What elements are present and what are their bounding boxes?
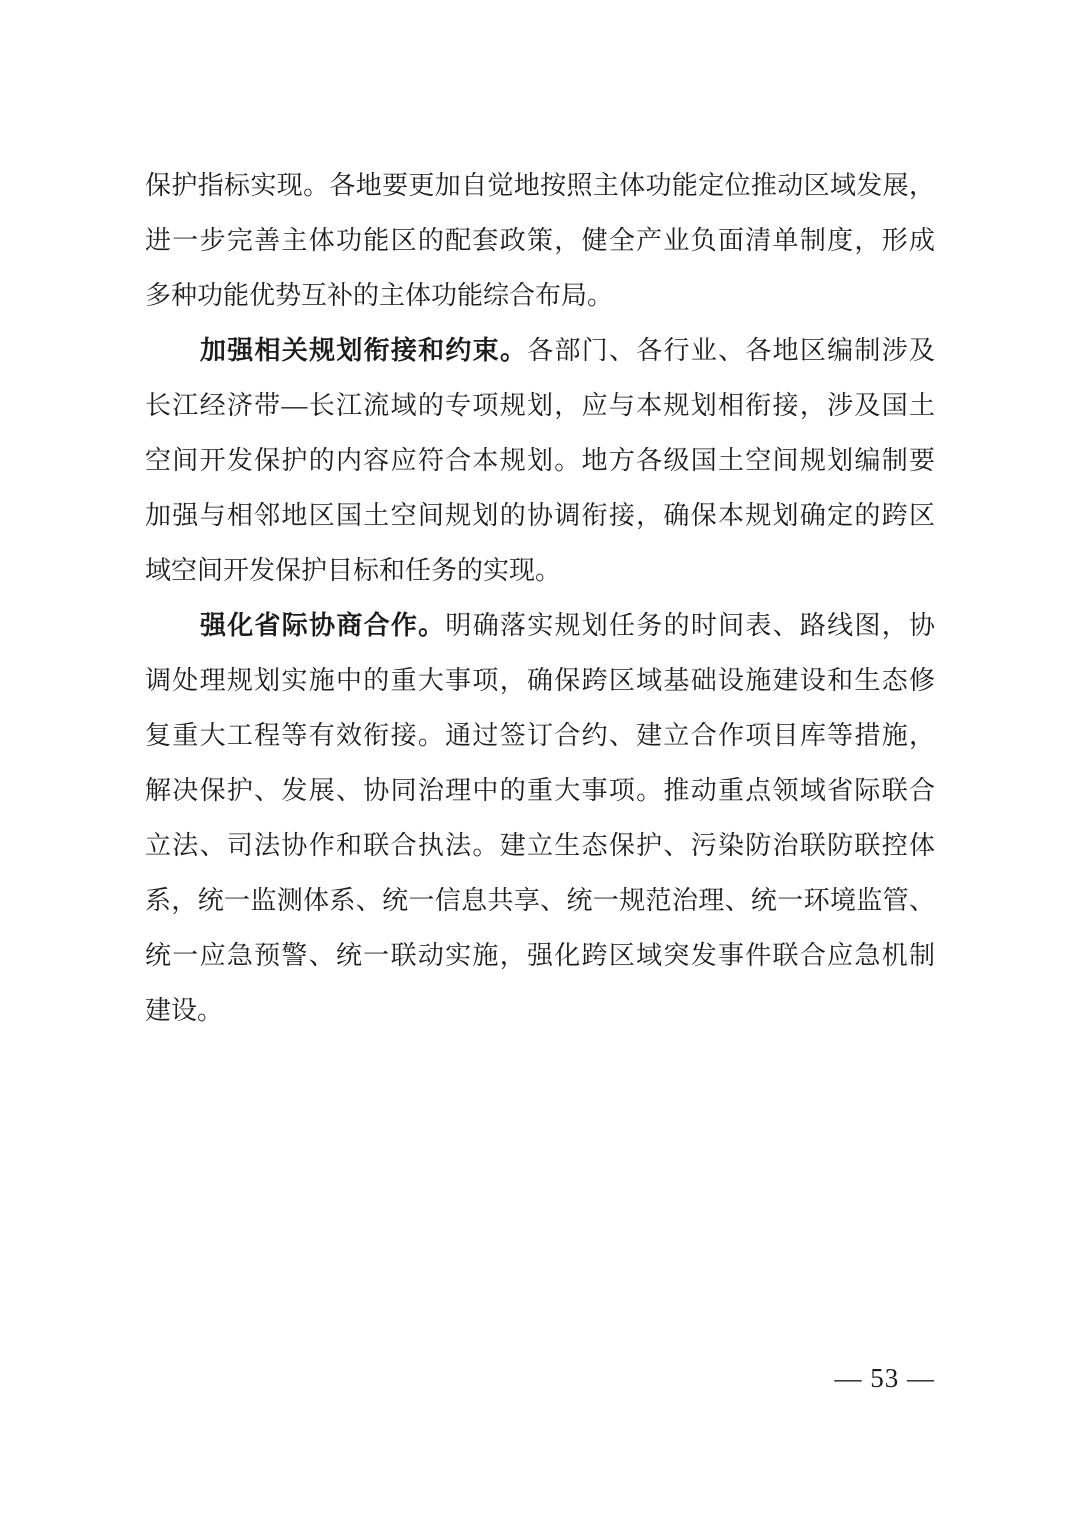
text-line: 建设。 [145, 996, 224, 1025]
paragraph-lead: 强化省际协商合作。 [200, 611, 446, 640]
text-line: 统一应急预警、统一联动实施，强化跨区域突发事件联合应急机制 [145, 941, 935, 970]
text-line [145, 323, 935, 378]
text-line: 解决保护、发展、协同治理中的重大事项。推动重点领域省际联合 [145, 776, 935, 805]
text-line: 长江经济带—长江流域的专项规划，应与本规划相衔接，涉及国土 [145, 391, 935, 420]
paragraph-text: 明确落实规划任务的时间表、路线图，协 [445, 611, 935, 640]
paragraph-text: 各部门、各行业、各地区编制涉及 [527, 336, 935, 365]
text-line: 域空间开发保护目标和任务的实现。 [145, 556, 562, 585]
page-number: — 53 — [834, 1363, 935, 1393]
text-line: 系，统一监测体系、统一信息共享、统一规范治理、统一环境监管、 [145, 886, 935, 915]
text-block [145, 158, 935, 1038]
text-line: 多种功能优势互补的主体功能综合布局。 [145, 281, 614, 310]
text-line [145, 598, 935, 653]
text-line: 空间开发保护的内容应符合本规划。地方各级国土空间规划编制要 [145, 446, 935, 475]
text-line: 立法、司法协作和联合执法。建立生态保护、污染防治联防联控体 [145, 831, 935, 860]
paragraph-lead: 加强相关规划衔接和约束。 [200, 336, 528, 365]
text-line: 保护指标实现。各地要更加自觉地按照主体功能定位推动区域发展， [145, 171, 935, 200]
text-line: 进一步完善主体功能区的配套政策，健全产业负面清单制度，形成 [145, 226, 935, 255]
text-line: 加强与相邻地区国土空间规划的协调衔接，确保本规划确定的跨区 [145, 501, 935, 530]
text-line: 调处理规划实施中的重大事项，确保跨区域基础设施建设和生态修 [145, 666, 935, 695]
text-line: 复重大工程等有效衔接。通过签订合约、建立合作项目库等措施， [145, 721, 935, 750]
